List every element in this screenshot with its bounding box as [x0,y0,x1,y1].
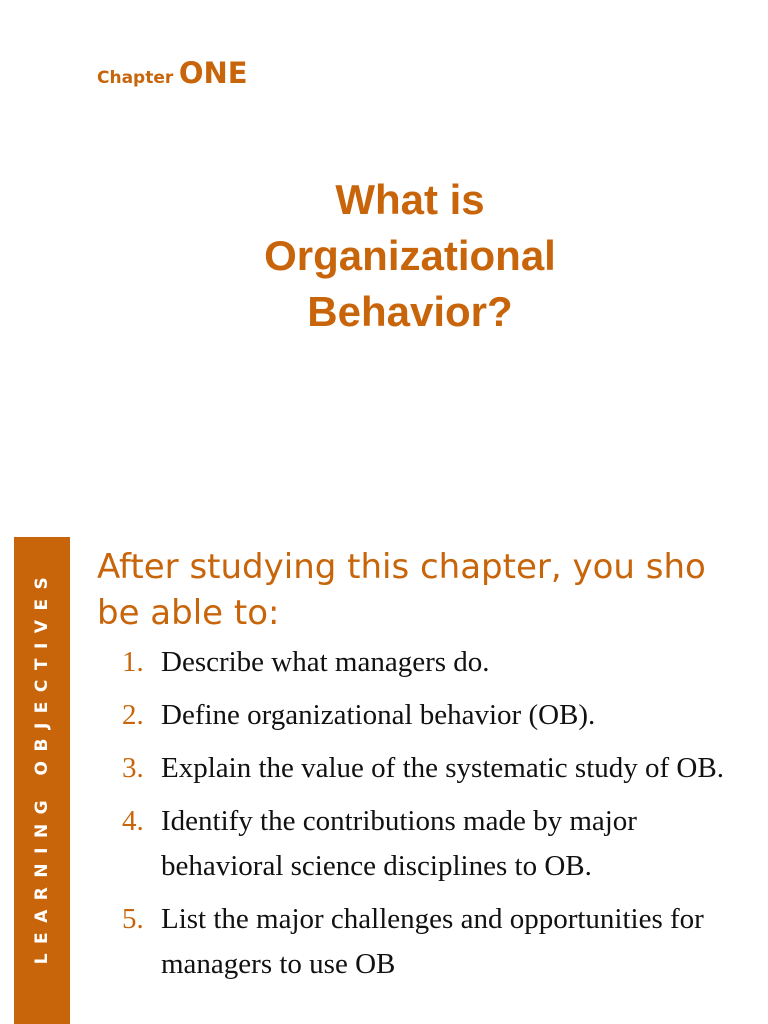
list-item [122,693,762,738]
chapter-number: ONE [178,56,248,90]
intro-line: After studying this chapter, you sho [97,547,706,587]
list-item [122,897,762,987]
list-item [122,799,762,889]
list-text: Describe what managers do. [161,646,490,678]
intro-line: be able to: [97,593,280,633]
objectives-intro [97,544,768,636]
list-text: Define organizational behavior (OB). [161,699,596,731]
list-number: 3. [122,752,144,784]
page-title [200,172,620,340]
list-number: 5. [122,903,144,935]
list-text: Explain the value of the systematic study of OB. [161,752,724,784]
title-line: What is [335,176,485,223]
list-item [122,746,762,791]
list-number: 4. [122,805,144,837]
list-text: List the major challenges and opportunities for managers to use OB [161,903,704,980]
title-line: Organizational [264,232,556,279]
list-number: 2. [122,699,144,731]
list-text: Identify the contributions made by major behavioral science disciplines to OB. [161,805,637,882]
chapter-label: Chapter [97,68,174,88]
title-line: Behavior? [307,288,513,335]
chapter-heading [97,56,248,90]
list-number: 1. [122,646,144,678]
sidebar-label: LEARNING OBJECTIVES [32,567,52,965]
list-item [122,640,762,685]
objectives-list [122,640,762,995]
